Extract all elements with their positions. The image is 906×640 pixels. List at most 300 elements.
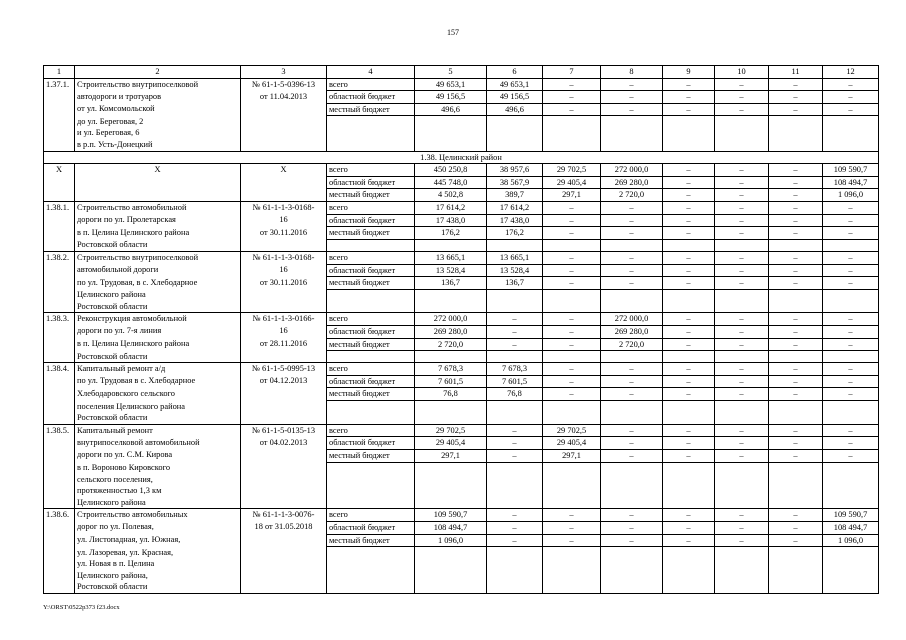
object-name-cell: Строительство автомобильных	[75, 509, 241, 522]
value-cell: –	[487, 449, 543, 462]
funding-source-cell: всего	[327, 78, 415, 91]
value-cell	[487, 485, 543, 497]
row-id-cell	[44, 474, 75, 486]
value-cell: 176,2	[415, 227, 487, 240]
object-name-cell: от ул. Комсомольской	[75, 103, 241, 116]
object-name-cell: протяженностью 1,3 км	[75, 485, 241, 497]
value-cell	[715, 558, 769, 570]
value-cell: 496,6	[415, 103, 487, 116]
row-id-cell	[44, 264, 75, 277]
object-name-cell: Ростовской области	[75, 239, 241, 251]
document-cell	[241, 581, 327, 593]
value-cell: 108 494,7	[823, 521, 879, 534]
value-cell: 7 678,3	[487, 363, 543, 376]
file-path-footer: Y:\ORST\0522p373 f23.docx	[43, 604, 120, 611]
document-cell	[241, 547, 327, 559]
object-name-cell: в п. Вороново Кировского	[75, 462, 241, 474]
value-cell	[715, 289, 769, 301]
value-cell: –	[823, 78, 879, 91]
value-cell	[415, 139, 487, 151]
object-name-cell: Ростовской области	[75, 581, 241, 593]
value-cell: 269 280,0	[601, 176, 663, 189]
object-name-cell: по ул. Трудовая в с. Хлебодарное	[75, 375, 241, 388]
value-cell: 2 720,0	[601, 189, 663, 202]
value-cell: –	[601, 363, 663, 376]
value-cell	[543, 462, 601, 474]
value-cell: –	[663, 325, 715, 338]
value-cell: –	[487, 437, 543, 450]
value-cell: –	[715, 449, 769, 462]
value-cell: 2 720,0	[601, 338, 663, 351]
object-name-cell: Капитальный ремонт а/д	[75, 363, 241, 376]
value-cell: –	[487, 424, 543, 437]
row-id-cell	[44, 521, 75, 534]
value-cell	[769, 127, 823, 139]
value-cell: –	[769, 264, 823, 277]
object-name-cell: ул. Новая в п. Целина	[75, 558, 241, 570]
document-cell: 18 от 31.05.2018	[241, 521, 327, 534]
value-cell: –	[715, 164, 769, 177]
value-cell	[487, 462, 543, 474]
investment-table	[43, 65, 879, 594]
value-cell: –	[663, 91, 715, 104]
value-cell	[601, 412, 663, 424]
value-cell: –	[715, 521, 769, 534]
value-cell: –	[543, 78, 601, 91]
value-cell: –	[715, 363, 769, 376]
row-id-cell	[44, 547, 75, 559]
value-cell	[543, 301, 601, 313]
value-cell	[715, 462, 769, 474]
value-cell: 109 590,7	[823, 509, 879, 522]
value-cell: 76,8	[415, 388, 487, 401]
table-row	[44, 412, 879, 424]
value-cell: 109 590,7	[415, 509, 487, 522]
object-name-cell: в п. Целина Целинского района	[75, 227, 241, 240]
table-row	[44, 581, 879, 593]
header-cell: 6	[487, 66, 543, 79]
value-cell: –	[769, 338, 823, 351]
value-cell: –	[543, 227, 601, 240]
row-id-cell	[44, 103, 75, 116]
value-cell	[715, 581, 769, 593]
value-cell: 108 494,7	[823, 176, 879, 189]
value-cell: –	[601, 375, 663, 388]
value-cell: –	[769, 534, 823, 547]
value-cell	[769, 116, 823, 128]
value-cell: 7 601,5	[487, 375, 543, 388]
row-id-cell	[44, 116, 75, 128]
value-cell: –	[663, 176, 715, 189]
value-cell	[715, 301, 769, 313]
object-name-cell: дороги по ул. Пролетарская	[75, 214, 241, 227]
value-cell	[487, 401, 543, 413]
funding-source-cell: всего	[327, 164, 415, 177]
value-cell	[663, 474, 715, 486]
object-name-cell: X	[75, 164, 241, 177]
document-cell	[241, 127, 327, 139]
row-id-cell	[44, 91, 75, 104]
table-row	[44, 474, 879, 486]
value-cell: –	[715, 189, 769, 202]
value-cell	[543, 139, 601, 151]
value-cell: –	[769, 363, 823, 376]
object-name-cell: Ростовской области	[75, 412, 241, 424]
row-id-cell: X	[44, 164, 75, 177]
value-cell: –	[769, 227, 823, 240]
header-cell: 9	[663, 66, 715, 79]
value-cell: –	[601, 424, 663, 437]
value-cell: –	[769, 449, 823, 462]
value-cell	[543, 570, 601, 582]
value-cell	[715, 474, 769, 486]
value-cell: 17 438,0	[415, 214, 487, 227]
value-cell: 445 748,0	[415, 176, 487, 189]
value-cell: –	[601, 449, 663, 462]
document-cell	[241, 534, 327, 547]
value-cell	[487, 301, 543, 313]
value-cell: –	[663, 264, 715, 277]
table-row	[44, 388, 879, 401]
value-cell	[769, 570, 823, 582]
object-name-cell: в п. Целина Целинского района	[75, 338, 241, 351]
value-cell	[543, 289, 601, 301]
value-cell: –	[487, 534, 543, 547]
value-cell	[823, 485, 879, 497]
value-cell	[415, 497, 487, 509]
value-cell	[823, 474, 879, 486]
value-cell	[543, 127, 601, 139]
value-cell: –	[543, 214, 601, 227]
value-cell: –	[823, 325, 879, 338]
table-row	[44, 521, 879, 534]
value-cell: 13 528,4	[487, 264, 543, 277]
value-cell: –	[823, 437, 879, 450]
document-cell	[241, 301, 327, 313]
object-name-cell: Строительство внутрипоселковой	[75, 78, 241, 91]
value-cell	[487, 412, 543, 424]
value-cell	[663, 127, 715, 139]
document-cell: от 28.11.2016	[241, 338, 327, 351]
value-cell	[663, 547, 715, 559]
document-cell: от 11.04.2013	[241, 91, 327, 104]
value-cell: –	[715, 437, 769, 450]
value-cell	[769, 301, 823, 313]
funding-source-cell: местный бюджет	[327, 338, 415, 351]
value-cell: 297,1	[543, 189, 601, 202]
value-cell: –	[663, 202, 715, 215]
object-name-cell: до ул. Береговая, 2	[75, 116, 241, 128]
document-cell: № 61-1-5-0995-13	[241, 363, 327, 376]
row-id-cell: 1.38.5.	[44, 424, 75, 437]
value-cell	[601, 570, 663, 582]
funding-source-cell	[327, 558, 415, 570]
value-cell	[715, 412, 769, 424]
value-cell	[823, 139, 879, 151]
value-cell: –	[543, 509, 601, 522]
object-name-cell: Целинского района	[75, 497, 241, 509]
funding-source-cell: всего	[327, 509, 415, 522]
value-cell	[543, 474, 601, 486]
value-cell: –	[769, 78, 823, 91]
value-cell: –	[715, 313, 769, 326]
value-cell: –	[487, 509, 543, 522]
value-cell	[715, 351, 769, 363]
funding-source-cell: всего	[327, 313, 415, 326]
funding-source-cell	[327, 412, 415, 424]
value-cell: –	[601, 214, 663, 227]
value-cell: 176,2	[487, 227, 543, 240]
value-cell: –	[769, 325, 823, 338]
value-cell: 17 614,2	[415, 202, 487, 215]
row-id-cell	[44, 534, 75, 547]
value-cell: 109 590,7	[823, 164, 879, 177]
object-name-cell: Ростовской области	[75, 351, 241, 363]
value-cell	[769, 547, 823, 559]
value-cell: –	[487, 338, 543, 351]
document-cell	[241, 139, 327, 151]
funding-source-cell	[327, 570, 415, 582]
value-cell: –	[543, 534, 601, 547]
document-cell	[241, 485, 327, 497]
value-cell: 7 678,3	[415, 363, 487, 376]
value-cell: –	[543, 202, 601, 215]
row-id-cell	[44, 388, 75, 401]
value-cell: –	[769, 277, 823, 290]
value-cell	[715, 570, 769, 582]
object-name-cell: автомобильной дороги	[75, 264, 241, 277]
value-cell: –	[543, 264, 601, 277]
object-name-cell: внутрипоселковой автомобильной	[75, 437, 241, 450]
document-cell: № 61-1-1-3-0168-	[241, 251, 327, 264]
document-cell	[241, 474, 327, 486]
table-row	[44, 497, 879, 509]
header-cell: 10	[715, 66, 769, 79]
row-id-cell	[44, 449, 75, 462]
value-cell	[415, 301, 487, 313]
row-id-cell	[44, 558, 75, 570]
document-cell: от 04.12.2013	[241, 375, 327, 388]
value-cell: –	[663, 437, 715, 450]
value-cell	[663, 570, 715, 582]
value-cell	[601, 462, 663, 474]
value-cell: 136,7	[415, 277, 487, 290]
funding-source-cell	[327, 139, 415, 151]
funding-source-cell: областной бюджет	[327, 521, 415, 534]
value-cell	[663, 401, 715, 413]
value-cell: 13 665,1	[415, 251, 487, 264]
value-cell	[415, 127, 487, 139]
value-cell	[543, 116, 601, 128]
value-cell	[415, 558, 487, 570]
value-cell: –	[823, 277, 879, 290]
value-cell: –	[487, 313, 543, 326]
value-cell	[487, 581, 543, 593]
value-cell: –	[715, 264, 769, 277]
value-cell	[487, 289, 543, 301]
table-row	[44, 277, 879, 290]
value-cell: –	[543, 251, 601, 264]
value-cell	[823, 301, 879, 313]
document-cell	[241, 570, 327, 582]
value-cell	[601, 497, 663, 509]
value-cell	[715, 401, 769, 413]
value-cell: –	[769, 164, 823, 177]
value-cell	[415, 289, 487, 301]
header-cell: 11	[769, 66, 823, 79]
document-cell	[241, 388, 327, 401]
value-cell: –	[715, 103, 769, 116]
table-row	[44, 127, 879, 139]
value-cell: 49 156,5	[415, 91, 487, 104]
value-cell: 17 438,0	[487, 214, 543, 227]
value-cell	[823, 127, 879, 139]
table-row	[44, 485, 879, 497]
value-cell	[415, 412, 487, 424]
value-cell: –	[663, 189, 715, 202]
funding-source-cell: местный бюджет	[327, 277, 415, 290]
funding-source-cell: областной бюджет	[327, 214, 415, 227]
value-cell: –	[601, 251, 663, 264]
value-cell	[823, 412, 879, 424]
value-cell: –	[663, 375, 715, 388]
value-cell: –	[601, 103, 663, 116]
value-cell: –	[823, 424, 879, 437]
row-id-cell	[44, 338, 75, 351]
value-cell: 29 702,5	[543, 424, 601, 437]
value-cell	[601, 401, 663, 413]
value-cell: –	[663, 534, 715, 547]
header-cell: 2	[75, 66, 241, 79]
funding-source-cell	[327, 474, 415, 486]
value-cell	[715, 239, 769, 251]
funding-source-cell: областной бюджет	[327, 375, 415, 388]
funding-source-cell: местный бюджет	[327, 388, 415, 401]
table-row	[44, 176, 879, 189]
value-cell: –	[715, 227, 769, 240]
value-cell: 29 405,4	[415, 437, 487, 450]
value-cell	[601, 474, 663, 486]
table-row	[44, 202, 879, 215]
value-cell	[601, 239, 663, 251]
funding-source-cell	[327, 547, 415, 559]
value-cell	[715, 485, 769, 497]
value-cell	[823, 462, 879, 474]
value-cell: 4 502,8	[415, 189, 487, 202]
value-cell: 272 000,0	[415, 313, 487, 326]
value-cell: –	[663, 251, 715, 264]
row-id-cell: 1.38.3.	[44, 313, 75, 326]
document-cell: от 04.02.2013	[241, 437, 327, 450]
value-cell	[415, 474, 487, 486]
row-id-cell	[44, 239, 75, 251]
value-cell	[823, 497, 879, 509]
value-cell: –	[823, 313, 879, 326]
object-name-cell: дороги по ул. 7-я линия	[75, 325, 241, 338]
document-cell	[241, 116, 327, 128]
value-cell	[663, 497, 715, 509]
value-cell	[601, 301, 663, 313]
header-cell: 1	[44, 66, 75, 79]
document-cell	[241, 189, 327, 202]
funding-source-cell	[327, 351, 415, 363]
funding-source-cell: всего	[327, 363, 415, 376]
value-cell: –	[663, 227, 715, 240]
value-cell	[601, 139, 663, 151]
value-cell	[715, 547, 769, 559]
object-name-cell: дороги по ул. С.М. Кирова	[75, 449, 241, 462]
value-cell: 272 000,0	[601, 313, 663, 326]
row-id-cell	[44, 277, 75, 290]
value-cell: –	[663, 521, 715, 534]
value-cell: –	[823, 91, 879, 104]
document-cell	[241, 497, 327, 509]
value-cell: –	[601, 264, 663, 277]
document-cell: № 61-1-1-3-0166-	[241, 313, 327, 326]
value-cell	[769, 497, 823, 509]
value-cell: –	[663, 388, 715, 401]
document-cell: X	[241, 164, 327, 177]
value-cell: –	[823, 264, 879, 277]
value-cell	[663, 239, 715, 251]
value-cell	[487, 547, 543, 559]
row-id-cell: 1.38.4.	[44, 363, 75, 376]
document-cell: от 30.11.2016	[241, 227, 327, 240]
value-cell: –	[663, 338, 715, 351]
value-cell	[823, 116, 879, 128]
value-cell	[601, 581, 663, 593]
object-name-cell: Капитальный ремонт	[75, 424, 241, 437]
table-row	[44, 251, 879, 264]
value-cell: 108 494,7	[415, 521, 487, 534]
object-name-cell: ул. Листопадная, ул. Южная,	[75, 534, 241, 547]
value-cell	[487, 127, 543, 139]
value-cell: –	[601, 437, 663, 450]
row-id-cell	[44, 227, 75, 240]
row-id-cell	[44, 325, 75, 338]
value-cell	[769, 289, 823, 301]
value-cell: 38 567,9	[487, 176, 543, 189]
value-cell: 7 601,5	[415, 375, 487, 388]
funding-source-cell: местный бюджет	[327, 449, 415, 462]
value-cell	[415, 581, 487, 593]
table-row	[44, 91, 879, 104]
value-cell: 450 250,8	[415, 164, 487, 177]
value-cell	[663, 558, 715, 570]
value-cell	[415, 570, 487, 582]
value-cell	[823, 289, 879, 301]
table-row	[44, 401, 879, 413]
value-cell	[769, 462, 823, 474]
table-row	[44, 325, 879, 338]
value-cell: –	[769, 521, 823, 534]
value-cell	[823, 558, 879, 570]
value-cell	[487, 497, 543, 509]
document-cell: от 30.11.2016	[241, 277, 327, 290]
value-cell: –	[715, 214, 769, 227]
value-cell	[415, 401, 487, 413]
header-cell: 8	[601, 66, 663, 79]
value-cell	[663, 485, 715, 497]
header-cell: 3	[241, 66, 327, 79]
value-cell: –	[543, 338, 601, 351]
row-id-cell: 1.38.2.	[44, 251, 75, 264]
value-cell	[769, 351, 823, 363]
header-cell: 4	[327, 66, 415, 79]
value-cell	[823, 570, 879, 582]
value-cell	[543, 581, 601, 593]
value-cell: –	[769, 189, 823, 202]
